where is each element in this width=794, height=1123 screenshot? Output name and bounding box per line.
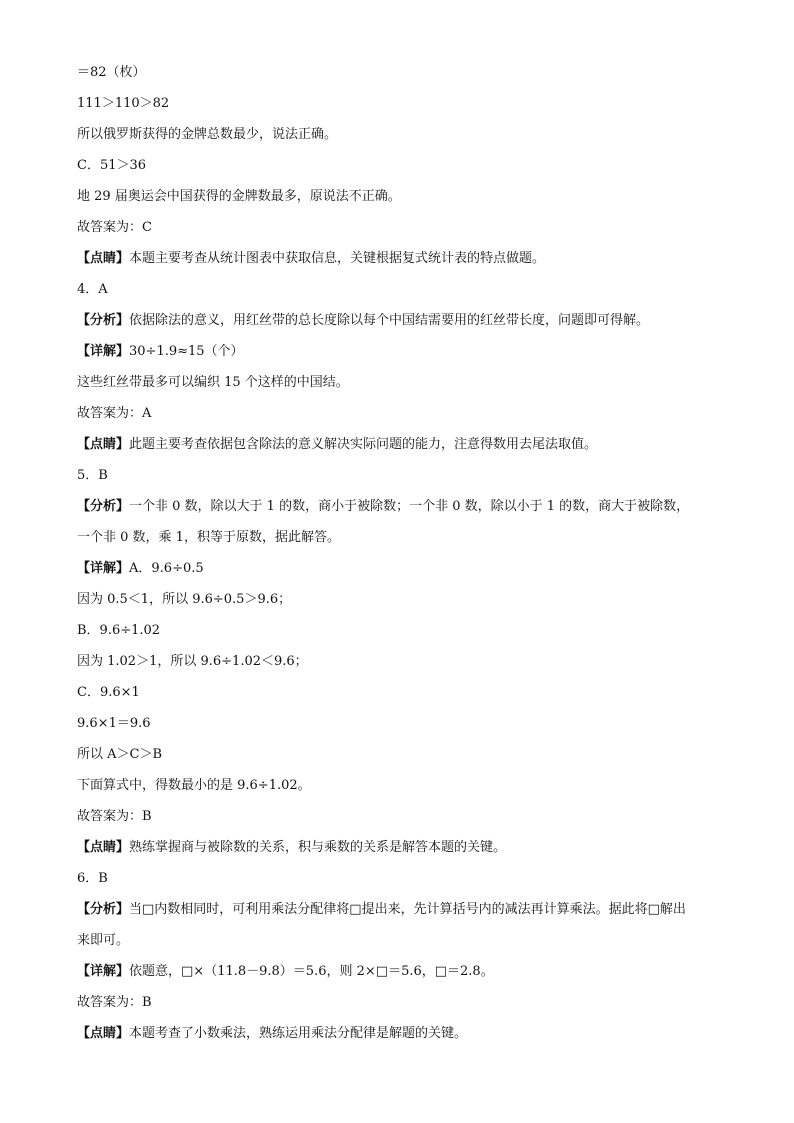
- line-text: 一个非 0 数，除以大于 1 的数，商小于被除数；一个非 0 数，除以小于 1 的数，商大于被除数，: [129, 499, 690, 514]
- line-text: 依题意，□×（11.8－9.8）＝5.6，则 2×□＝5.6，□＝2.8。: [129, 964, 494, 979]
- line-text: 下面算式中，得数最小的是 9.6÷1.02。: [77, 778, 311, 793]
- text-line: [77, 560, 737, 578]
- line-text: 因为 0.5＜1，所以 9.6÷0.5＞9.6；: [77, 592, 292, 607]
- line-text: 地 29 届奥运会中国获得的金牌数最多，原说法不正确。: [77, 189, 401, 204]
- line-text: B．9.6÷1.02: [77, 623, 161, 638]
- text-line: [77, 312, 737, 330]
- text-line: [77, 994, 737, 1012]
- line-text: C．9.6×1: [77, 685, 140, 700]
- text-line: [77, 219, 737, 237]
- line-text: 这些红丝带最多可以编织 15 个这样的中国结。: [77, 375, 349, 390]
- line-text: 本题考查了小数乘法，熟练运用乘法分配律是解题的关键。: [129, 1026, 468, 1041]
- text-line: [77, 808, 737, 826]
- question-number: [77, 467, 737, 485]
- section-tag: 【详解】: [77, 344, 130, 359]
- text-line: [77, 653, 737, 671]
- line-text: 所以俄罗斯获得的金牌总数最少，说法正确。: [77, 127, 338, 142]
- line-text: A．9.6÷0.5: [129, 561, 204, 576]
- line-text: 5．B: [77, 468, 108, 483]
- line-text: 本题主要考查从统计图表中获取信息，关键根据复式统计表的特点做题。: [129, 251, 546, 266]
- text-line: [77, 64, 737, 82]
- line-text: 依据除法的意义，用红丝带的总长度除以每个中国结需要用的红丝带长度，问题即可得解。: [129, 313, 650, 328]
- text-line: [77, 188, 737, 206]
- section-tag: 【详解】: [77, 561, 130, 576]
- section-tag: 【点睛】: [77, 840, 130, 855]
- line-text: 故答案为：C: [77, 220, 152, 235]
- text-line: [77, 95, 737, 113]
- section-tag: 【详解】: [77, 964, 130, 979]
- question-number: [77, 281, 737, 299]
- text-line: [77, 932, 737, 950]
- line-text: 此题主要考查依据包含除法的意义解决实际问题的能力，注意得数用去尾法取值。: [129, 437, 598, 452]
- text-line: [77, 839, 737, 857]
- text-line: [77, 963, 737, 981]
- text-line: [77, 901, 737, 919]
- line-text: 当□内数相同时，可利用乘法分配律将□提出来，先计算括号内的减法再计算乘法。据此将□解出: [129, 902, 686, 917]
- section-tag: 【分析】: [77, 902, 130, 917]
- text-line: [77, 436, 737, 454]
- text-line: [77, 126, 737, 144]
- line-text: 故答案为：B: [77, 809, 152, 824]
- line-text: 4．A: [77, 282, 108, 297]
- text-line: [77, 684, 737, 702]
- text-line: [77, 405, 737, 423]
- text-line: [77, 622, 737, 640]
- line-text: 6．B: [77, 871, 108, 886]
- line-text: ＝82（枚）: [77, 65, 146, 80]
- line-text: 因为 1.02＞1，所以 9.6÷1.02＜9.6；: [77, 654, 308, 669]
- section-tag: 【点睛】: [77, 1026, 130, 1041]
- text-line: [77, 250, 737, 268]
- text-line: [77, 498, 737, 516]
- text-line: [77, 591, 737, 609]
- line-text: 所以 A＞C＞B: [77, 747, 163, 762]
- line-text: C．51＞36: [77, 158, 147, 173]
- text-line: [77, 343, 737, 361]
- line-text: 熟练掌握商与被除数的关系，积与乘数的关系是解答本题的关键。: [129, 840, 507, 855]
- text-line: [77, 529, 737, 547]
- section-tag: 【分析】: [77, 313, 130, 328]
- line-text: 故答案为：A: [77, 406, 152, 421]
- line-text: 来即可。: [77, 933, 130, 948]
- line-text: 9.6×1＝9.6: [77, 716, 151, 731]
- line-text: 故答案为：B: [77, 995, 152, 1010]
- text-line: [77, 715, 737, 733]
- line-text: 30÷1.9≈15（个）: [129, 344, 244, 359]
- section-tag: 【点睛】: [77, 437, 130, 452]
- section-tag: 【点睛】: [77, 251, 130, 266]
- text-line: [77, 374, 737, 392]
- text-line: [77, 777, 737, 795]
- line-text: 一个非 0 数，乘 1，积等于原数，据此解答。: [77, 530, 340, 545]
- text-line: [77, 746, 737, 764]
- section-tag: 【分析】: [77, 499, 130, 514]
- text-line: [77, 157, 737, 175]
- line-text: 111＞110＞82: [77, 96, 170, 111]
- text-line: [77, 1025, 737, 1043]
- question-number: [77, 870, 737, 888]
